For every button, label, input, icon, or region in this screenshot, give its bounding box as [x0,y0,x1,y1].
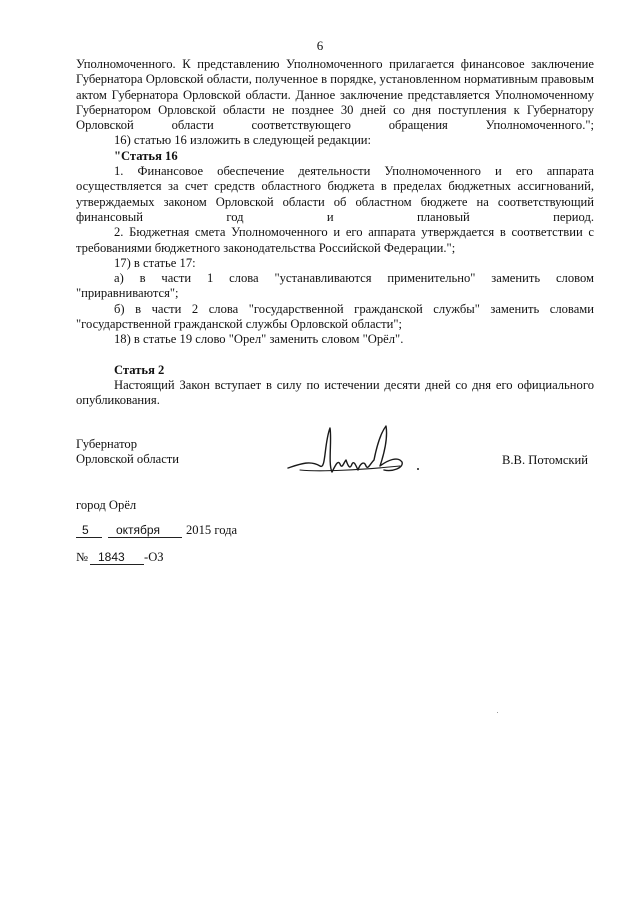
law-number: 1843 [98,550,125,564]
paragraph-item-16: 16) статью 16 изложить в следующей редакции: [114,133,372,148]
paragraph-1: Уполномоченного. К представлению Уполномоченного прилагается финансовое заключение Губернатора Орловской области, полученное в порядке, установленном нормативным правовым актом Губернатора Орловской области. Данное заключение представляется Уполномоченному Губернатором Орловской области не позднее 30 дней со дня поступления к Губернатору Орловской области соответствующего обращения Уполномоченного."; [76,57,594,133]
paragraph-item-17: 17) в статье 17: [114,255,196,270]
number-sign: № [76,550,89,564]
signatory-title-line-2: Орловской области [76,452,180,467]
date-day: 5 [82,523,89,537]
law-text [76,57,594,409]
signatory-title [76,437,179,468]
article-16-part-2: 2. Бюджетная смета Уполномоченного и его аппарата утверждается в соответствии с требованиями бюджетного законодательства Российской Федерации."; [76,225,594,255]
item-17-a: а) в части 1 слова "устанавливаются применительно" заменить словом "приравниваются"; [76,271,594,301]
paragraph-item-18: 18) в статье 19 слово "Орел" заменить словом "Орёл". [114,332,404,347]
city: город Орёл [76,498,137,512]
date-month: октября [116,523,160,537]
article-2-heading: Статья 2 [114,362,165,377]
article-2-text: Настоящий Закон вступает в силу по истечении десяти дней со дня его официального опубликования. [76,377,594,408]
handwritten-signature [280,420,430,490]
article-16-heading: "Статья 16 [114,148,178,163]
signatory-title-line-1: Губернатор [76,437,137,451]
law-number-line [76,550,276,568]
item-17-b: б) в части 2 слова "государственной гражданской службы" заменить словами "государственной гражданской службы Орловской области"; [76,301,594,332]
signatory-name: В.В. Потомский [502,453,589,467]
date-year: 2015 года [186,523,238,537]
page-number: 6 [316,38,324,53]
law-number-suffix: -ОЗ [144,550,164,564]
article-16-part-1: 1. Финансовое обеспечение деятельности Уполномоченного и его аппарата осуществляется за счет средств областного бюджета в пределах бюджетных ассигнований, утверждаемых законом Орловской области об областном бюджете на соответствующий финансовый год и плановый период. [76,164,594,224]
scan-speck [497,712,498,713]
date-line [76,523,336,541]
